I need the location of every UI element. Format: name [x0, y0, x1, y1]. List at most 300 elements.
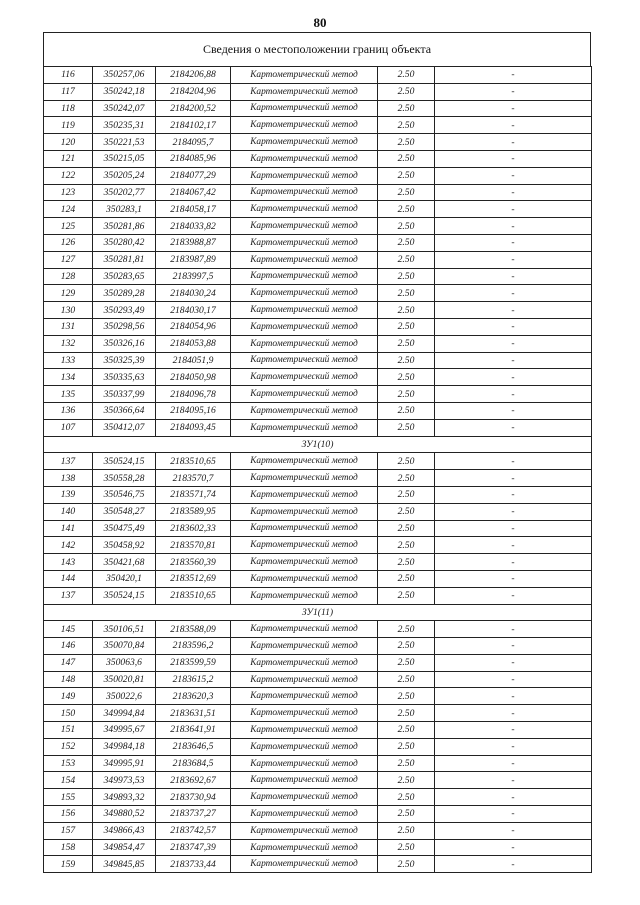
method-cell: Картометрический метод [231, 453, 378, 470]
description-cell: - [435, 453, 592, 470]
point-number-cell: 137 [44, 453, 93, 470]
point-number-cell: 145 [44, 621, 93, 638]
description-cell: - [435, 772, 592, 789]
accuracy-cell: 2.50 [378, 100, 435, 117]
accuracy-cell: 2.50 [378, 201, 435, 218]
method-cell: Картометрический метод [231, 554, 378, 571]
x-coordinate-cell: 350070,84 [93, 638, 156, 655]
method-cell: Картометрический метод [231, 654, 378, 671]
table-row [44, 806, 592, 823]
method-cell: Картометрический метод [231, 755, 378, 772]
y-coordinate-cell: 2184058,17 [156, 201, 231, 218]
description-cell: - [435, 369, 592, 386]
x-coordinate-cell: 350221,53 [93, 134, 156, 151]
table-row [44, 369, 592, 386]
accuracy-cell: 2.50 [378, 218, 435, 235]
description-cell: - [435, 822, 592, 839]
point-number-cell: 158 [44, 839, 93, 856]
y-coordinate-cell: 2183571,74 [156, 486, 231, 503]
accuracy-cell: 2.50 [378, 537, 435, 554]
accuracy-cell: 2.50 [378, 285, 435, 302]
accuracy-cell: 2.50 [378, 554, 435, 571]
accuracy-cell: 2.50 [378, 738, 435, 755]
method-cell: Картометрический метод [231, 671, 378, 688]
x-coordinate-cell: 350242,18 [93, 83, 156, 100]
coordinates-table [43, 66, 592, 873]
point-number-cell: 138 [44, 470, 93, 487]
y-coordinate-cell: 2184067,42 [156, 184, 231, 201]
section-header-row [44, 436, 592, 453]
accuracy-cell: 2.50 [378, 150, 435, 167]
method-cell: Картометрический метод [231, 722, 378, 739]
description-cell: - [435, 117, 592, 134]
point-number-cell: 130 [44, 302, 93, 319]
point-number-cell: 151 [44, 722, 93, 739]
accuracy-cell: 2.50 [378, 83, 435, 100]
y-coordinate-cell: 2184030,24 [156, 285, 231, 302]
point-number-cell: 120 [44, 134, 93, 151]
method-cell: Картометрический метод [231, 285, 378, 302]
y-coordinate-cell: 2183692,67 [156, 772, 231, 789]
description-cell: - [435, 638, 592, 655]
accuracy-cell: 2.50 [378, 352, 435, 369]
x-coordinate-cell: 349880,52 [93, 806, 156, 823]
point-number-cell: 116 [44, 67, 93, 84]
table-row [44, 755, 592, 772]
y-coordinate-cell: 2183730,94 [156, 789, 231, 806]
x-coordinate-cell: 350293,49 [93, 302, 156, 319]
description-cell: - [435, 134, 592, 151]
section-label: ЗУ1(10) [44, 436, 592, 453]
table-row [44, 470, 592, 487]
point-number-cell: 132 [44, 335, 93, 352]
accuracy-cell: 2.50 [378, 134, 435, 151]
table-row [44, 268, 592, 285]
x-coordinate-cell: 350235,31 [93, 117, 156, 134]
y-coordinate-cell: 2184030,17 [156, 302, 231, 319]
description-cell: - [435, 251, 592, 268]
x-coordinate-cell: 350063,6 [93, 654, 156, 671]
table-row [44, 738, 592, 755]
boundary-sheet [43, 32, 591, 873]
description-cell: - [435, 470, 592, 487]
method-cell: Картометрический метод [231, 503, 378, 520]
y-coordinate-cell: 2183620,3 [156, 688, 231, 705]
point-number-cell: 153 [44, 755, 93, 772]
x-coordinate-cell: 350335,63 [93, 369, 156, 386]
description-cell: - [435, 302, 592, 319]
table-row [44, 772, 592, 789]
accuracy-cell: 2.50 [378, 302, 435, 319]
method-cell: Картометрический метод [231, 638, 378, 655]
description-cell: - [435, 839, 592, 856]
method-cell: Картометрический метод [231, 419, 378, 436]
method-cell: Картометрический метод [231, 705, 378, 722]
accuracy-cell: 2.50 [378, 419, 435, 436]
y-coordinate-cell: 2184093,45 [156, 419, 231, 436]
description-cell: - [435, 537, 592, 554]
point-number-cell: 143 [44, 554, 93, 571]
description-cell: - [435, 386, 592, 403]
table-row [44, 688, 592, 705]
accuracy-cell: 2.50 [378, 789, 435, 806]
accuracy-cell: 2.50 [378, 755, 435, 772]
y-coordinate-cell: 2183747,39 [156, 839, 231, 856]
point-number-cell: 133 [44, 352, 93, 369]
description-cell: - [435, 722, 592, 739]
x-coordinate-cell: 350289,28 [93, 285, 156, 302]
accuracy-cell: 2.50 [378, 520, 435, 537]
accuracy-cell: 2.50 [378, 167, 435, 184]
point-number-cell: 149 [44, 688, 93, 705]
table-row [44, 234, 592, 251]
method-cell: Картометрический метод [231, 251, 378, 268]
method-cell: Картометрический метод [231, 537, 378, 554]
y-coordinate-cell: 2184085,96 [156, 150, 231, 167]
point-number-cell: 131 [44, 318, 93, 335]
table-row [44, 822, 592, 839]
point-number-cell: 154 [44, 772, 93, 789]
y-coordinate-cell: 2183684,5 [156, 755, 231, 772]
table-row [44, 570, 592, 587]
description-cell: - [435, 184, 592, 201]
point-number-cell: 134 [44, 369, 93, 386]
method-cell: Картометрический метод [231, 587, 378, 604]
accuracy-cell: 2.50 [378, 234, 435, 251]
description-cell: - [435, 856, 592, 873]
y-coordinate-cell: 2183733,44 [156, 856, 231, 873]
x-coordinate-cell: 350298,56 [93, 318, 156, 335]
section-label: ЗУ1(11) [44, 604, 592, 621]
description-cell: - [435, 671, 592, 688]
point-number-cell: 135 [44, 386, 93, 403]
description-cell: - [435, 503, 592, 520]
method-cell: Картометрический метод [231, 117, 378, 134]
y-coordinate-cell: 2183988,87 [156, 234, 231, 251]
table-row [44, 335, 592, 352]
table-row [44, 654, 592, 671]
x-coordinate-cell: 350202,77 [93, 184, 156, 201]
description-cell: - [435, 402, 592, 419]
accuracy-cell: 2.50 [378, 67, 435, 84]
accuracy-cell: 2.50 [378, 453, 435, 470]
table-row [44, 554, 592, 571]
y-coordinate-cell: 2183588,09 [156, 621, 231, 638]
method-cell: Картометрический метод [231, 402, 378, 419]
table-row [44, 856, 592, 873]
method-cell: Картометрический метод [231, 822, 378, 839]
accuracy-cell: 2.50 [378, 503, 435, 520]
x-coordinate-cell: 350280,42 [93, 234, 156, 251]
table-row [44, 789, 592, 806]
description-cell: - [435, 755, 592, 772]
x-coordinate-cell: 350412,07 [93, 419, 156, 436]
x-coordinate-cell: 350242,07 [93, 100, 156, 117]
table-row [44, 285, 592, 302]
x-coordinate-cell: 349854,47 [93, 839, 156, 856]
x-coordinate-cell: 350475,49 [93, 520, 156, 537]
y-coordinate-cell: 2184054,96 [156, 318, 231, 335]
description-cell: - [435, 285, 592, 302]
table-row [44, 453, 592, 470]
point-number-cell: 117 [44, 83, 93, 100]
table-row [44, 671, 592, 688]
method-cell: Картометрический метод [231, 352, 378, 369]
accuracy-cell: 2.50 [378, 839, 435, 856]
table-row [44, 167, 592, 184]
point-number-cell: 129 [44, 285, 93, 302]
method-cell: Картометрический метод [231, 570, 378, 587]
description-cell: - [435, 688, 592, 705]
table-row [44, 117, 592, 134]
x-coordinate-cell: 350325,39 [93, 352, 156, 369]
table-row [44, 352, 592, 369]
table-row [44, 503, 592, 520]
accuracy-cell: 2.50 [378, 486, 435, 503]
description-cell: - [435, 806, 592, 823]
y-coordinate-cell: 2183589,95 [156, 503, 231, 520]
point-number-cell: 147 [44, 654, 93, 671]
table-row [44, 302, 592, 319]
point-number-cell: 118 [44, 100, 93, 117]
y-coordinate-cell: 2183641,91 [156, 722, 231, 739]
description-cell: - [435, 67, 592, 84]
method-cell: Картометрический метод [231, 201, 378, 218]
x-coordinate-cell: 350281,81 [93, 251, 156, 268]
x-coordinate-cell: 350421,68 [93, 554, 156, 571]
x-coordinate-cell: 350106,51 [93, 621, 156, 638]
point-number-cell: 124 [44, 201, 93, 218]
x-coordinate-cell: 350215,05 [93, 150, 156, 167]
accuracy-cell: 2.50 [378, 268, 435, 285]
accuracy-cell: 2.50 [378, 570, 435, 587]
section-header-row [44, 604, 592, 621]
x-coordinate-cell: 350326,16 [93, 335, 156, 352]
y-coordinate-cell: 2183631,51 [156, 705, 231, 722]
accuracy-cell: 2.50 [378, 402, 435, 419]
table-row [44, 587, 592, 604]
table-row [44, 218, 592, 235]
method-cell: Картометрический метод [231, 100, 378, 117]
y-coordinate-cell: 2184077,29 [156, 167, 231, 184]
method-cell: Картометрический метод [231, 234, 378, 251]
point-number-cell: 156 [44, 806, 93, 823]
table-row [44, 184, 592, 201]
description-cell: - [435, 587, 592, 604]
description-cell: - [435, 654, 592, 671]
point-number-cell: 119 [44, 117, 93, 134]
description-cell: - [435, 318, 592, 335]
accuracy-cell: 2.50 [378, 671, 435, 688]
description-cell: - [435, 419, 592, 436]
table-row [44, 520, 592, 537]
x-coordinate-cell: 349845,85 [93, 856, 156, 873]
x-coordinate-cell: 349994,84 [93, 705, 156, 722]
method-cell: Картометрический метод [231, 772, 378, 789]
method-cell: Картометрический метод [231, 520, 378, 537]
x-coordinate-cell: 349984,18 [93, 738, 156, 755]
point-number-cell: 125 [44, 218, 93, 235]
point-number-cell: 159 [44, 856, 93, 873]
method-cell: Картометрический метод [231, 470, 378, 487]
accuracy-cell: 2.50 [378, 386, 435, 403]
table-row [44, 134, 592, 151]
y-coordinate-cell: 2184050,98 [156, 369, 231, 386]
y-coordinate-cell: 2183560,39 [156, 554, 231, 571]
y-coordinate-cell: 2183737,27 [156, 806, 231, 823]
accuracy-cell: 2.50 [378, 772, 435, 789]
table-row [44, 67, 592, 84]
description-cell: - [435, 150, 592, 167]
x-coordinate-cell: 350366,64 [93, 402, 156, 419]
description-cell: - [435, 789, 592, 806]
method-cell: Картометрический метод [231, 218, 378, 235]
point-number-cell: 126 [44, 234, 93, 251]
table-row [44, 705, 592, 722]
point-number-cell: 157 [44, 822, 93, 839]
table-row [44, 201, 592, 218]
point-number-cell: 141 [44, 520, 93, 537]
x-coordinate-cell: 350022,6 [93, 688, 156, 705]
point-number-cell: 122 [44, 167, 93, 184]
table-title: Сведения о местоположении границ объекта [43, 32, 591, 66]
x-coordinate-cell: 349995,67 [93, 722, 156, 739]
description-cell: - [435, 268, 592, 285]
y-coordinate-cell: 2183510,65 [156, 587, 231, 604]
x-coordinate-cell: 349866,43 [93, 822, 156, 839]
table-row [44, 621, 592, 638]
accuracy-cell: 2.50 [378, 470, 435, 487]
point-number-cell: 121 [44, 150, 93, 167]
page-number: 80 [313, 15, 327, 30]
method-cell: Картометрический метод [231, 386, 378, 403]
y-coordinate-cell: 2184206,88 [156, 67, 231, 84]
x-coordinate-cell: 349995,91 [93, 755, 156, 772]
x-coordinate-cell: 350558,28 [93, 470, 156, 487]
point-number-cell: 127 [44, 251, 93, 268]
point-number-cell: 139 [44, 486, 93, 503]
description-cell: - [435, 234, 592, 251]
y-coordinate-cell: 2183997,5 [156, 268, 231, 285]
x-coordinate-cell: 350524,15 [93, 587, 156, 604]
point-number-cell: 150 [44, 705, 93, 722]
y-coordinate-cell: 2184095,7 [156, 134, 231, 151]
accuracy-cell: 2.50 [378, 369, 435, 386]
x-coordinate-cell: 350205,24 [93, 167, 156, 184]
x-coordinate-cell: 350257,06 [93, 67, 156, 84]
table-row [44, 100, 592, 117]
y-coordinate-cell: 2183599,59 [156, 654, 231, 671]
accuracy-cell: 2.50 [378, 184, 435, 201]
y-coordinate-cell: 2183596,2 [156, 638, 231, 655]
x-coordinate-cell: 350546,75 [93, 486, 156, 503]
description-cell: - [435, 705, 592, 722]
y-coordinate-cell: 2183615,2 [156, 671, 231, 688]
method-cell: Картометрический метод [231, 318, 378, 335]
table-row [44, 150, 592, 167]
accuracy-cell: 2.50 [378, 806, 435, 823]
point-number-cell: 146 [44, 638, 93, 655]
x-coordinate-cell: 350283,65 [93, 268, 156, 285]
y-coordinate-cell: 2183602,33 [156, 520, 231, 537]
accuracy-cell: 2.50 [378, 638, 435, 655]
coordinates-table-body [44, 67, 592, 873]
method-cell: Картометрический метод [231, 268, 378, 285]
description-cell: - [435, 218, 592, 235]
accuracy-cell: 2.50 [378, 705, 435, 722]
description-cell: - [435, 570, 592, 587]
table-row [44, 386, 592, 403]
table-row [44, 83, 592, 100]
description-cell: - [435, 486, 592, 503]
table-row [44, 486, 592, 503]
point-number-cell: 148 [44, 671, 93, 688]
accuracy-cell: 2.50 [378, 688, 435, 705]
point-number-cell: 128 [44, 268, 93, 285]
y-coordinate-cell: 2183570,7 [156, 470, 231, 487]
method-cell: Картометрический метод [231, 67, 378, 84]
x-coordinate-cell: 350458,92 [93, 537, 156, 554]
y-coordinate-cell: 2183987,89 [156, 251, 231, 268]
x-coordinate-cell: 350337,99 [93, 386, 156, 403]
y-coordinate-cell: 2184053,88 [156, 335, 231, 352]
y-coordinate-cell: 2184102,17 [156, 117, 231, 134]
table-row [44, 839, 592, 856]
table-row [44, 722, 592, 739]
point-number-cell: 140 [44, 503, 93, 520]
y-coordinate-cell: 2184051,9 [156, 352, 231, 369]
method-cell: Картометрический метод [231, 83, 378, 100]
description-cell: - [435, 335, 592, 352]
y-coordinate-cell: 2183512,69 [156, 570, 231, 587]
description-cell: - [435, 83, 592, 100]
table-row [44, 318, 592, 335]
y-coordinate-cell: 2184095,16 [156, 402, 231, 419]
point-number-cell: 144 [44, 570, 93, 587]
y-coordinate-cell: 2183646,5 [156, 738, 231, 755]
x-coordinate-cell: 349973,53 [93, 772, 156, 789]
accuracy-cell: 2.50 [378, 117, 435, 134]
x-coordinate-cell: 350281,86 [93, 218, 156, 235]
method-cell: Картометрический метод [231, 302, 378, 319]
accuracy-cell: 2.50 [378, 654, 435, 671]
method-cell: Картометрический метод [231, 688, 378, 705]
point-number-cell: 142 [44, 537, 93, 554]
x-coordinate-cell: 350020,81 [93, 671, 156, 688]
method-cell: Картометрический метод [231, 369, 378, 386]
x-coordinate-cell: 350420,1 [93, 570, 156, 587]
x-coordinate-cell: 350548,27 [93, 503, 156, 520]
method-cell: Картометрический метод [231, 806, 378, 823]
point-number-cell: 123 [44, 184, 93, 201]
table-row [44, 402, 592, 419]
y-coordinate-cell: 2184096,78 [156, 386, 231, 403]
description-cell: - [435, 100, 592, 117]
table-row [44, 419, 592, 436]
y-coordinate-cell: 2184204,96 [156, 83, 231, 100]
point-number-cell: 155 [44, 789, 93, 806]
description-cell: - [435, 352, 592, 369]
table-row [44, 638, 592, 655]
y-coordinate-cell: 2184033,82 [156, 218, 231, 235]
description-cell: - [435, 167, 592, 184]
accuracy-cell: 2.50 [378, 621, 435, 638]
accuracy-cell: 2.50 [378, 856, 435, 873]
accuracy-cell: 2.50 [378, 822, 435, 839]
method-cell: Картометрический метод [231, 789, 378, 806]
description-cell: - [435, 621, 592, 638]
method-cell: Картометрический метод [231, 167, 378, 184]
